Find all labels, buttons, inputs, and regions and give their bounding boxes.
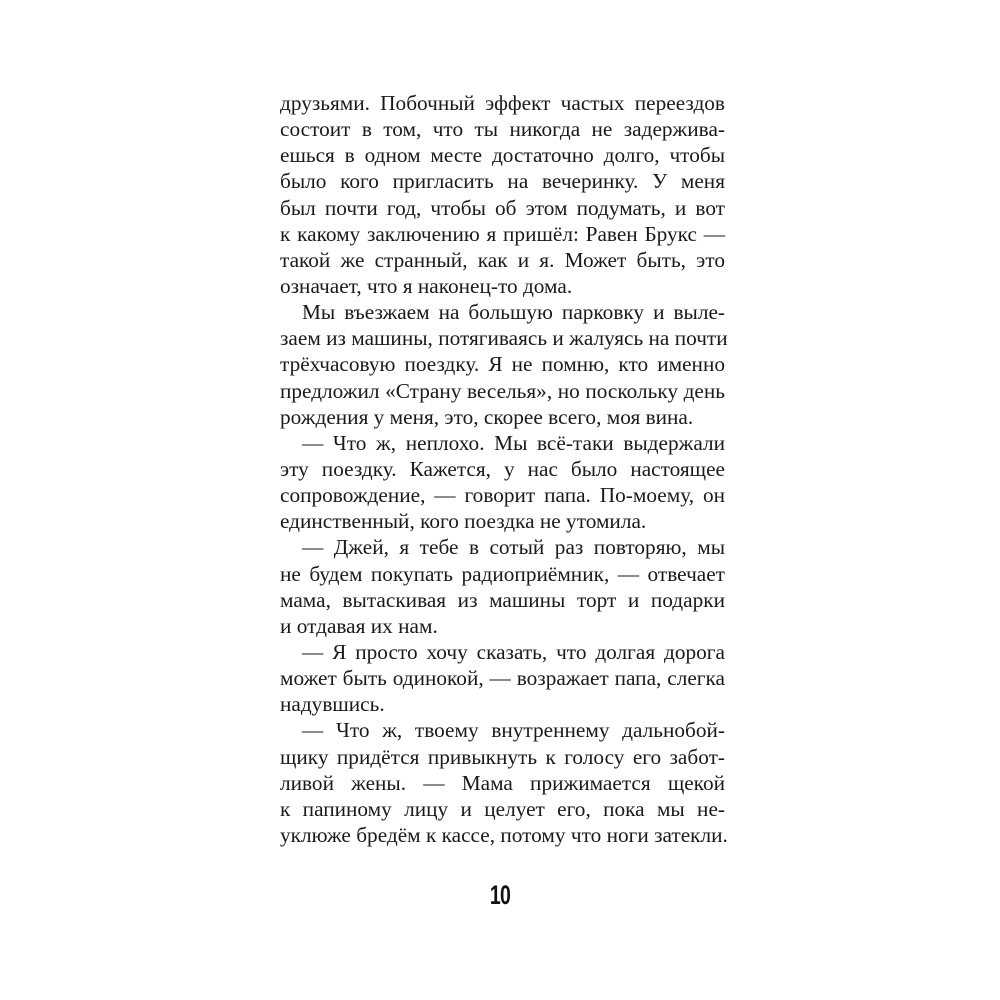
- text-line: состоит в том, что ты никогда не задержива-: [280, 117, 725, 142]
- paragraph: [280, 430, 725, 535]
- text-line: — Джей, я тебе в сотый раз повторяю, мы: [302, 535, 725, 560]
- text-line: единственный, кого поездка не утомила.: [280, 509, 647, 534]
- text-line: заем из машины, потягиваясь и жалуясь на почти: [280, 326, 728, 351]
- text-line: может быть одинокой, — возражает папа, слегка: [280, 666, 725, 691]
- text-line: к папиному лицу и целует его, пока мы не-: [280, 796, 725, 821]
- text-line: такой же странный, как и я. Может быть, это: [280, 247, 725, 272]
- text-line: надувшись.: [280, 692, 385, 717]
- text-line: означает, что я наконец-то дома.: [280, 273, 573, 298]
- paragraph: [280, 717, 728, 848]
- text-line: ливой жены. — Мама прижимается щекой: [280, 770, 725, 795]
- body-text: [280, 90, 728, 848]
- text-line: Мы въезжаем на большую парковку и выле-: [302, 300, 725, 325]
- text-line: к какому заключению я пришёл: Равен Брукс —: [280, 221, 725, 246]
- text-line: мама, вытаскивая из машины торт и подарки: [280, 587, 725, 612]
- text-line: было кого пригласить на вечеринку. У меня: [280, 169, 725, 194]
- text-line: уклюже бредём к кассе, потому что ноги затекли.: [280, 822, 728, 847]
- text-line: рождения у меня, это, скорее всего, моя вина.: [280, 404, 694, 429]
- text-line: предложил «Страну веселья», но поскольку день: [280, 378, 725, 403]
- paragraph: [280, 534, 725, 639]
- paragraph: [280, 299, 728, 430]
- text-line: друзьями. Побочный эффект частых переездов: [280, 91, 725, 115]
- text-line: не будем покупать радиоприёмник, — отвечает: [280, 561, 725, 586]
- text-line: — Я просто хочу сказать, что долгая дорога: [302, 639, 725, 664]
- text-line: и отдавая их нам.: [280, 613, 438, 638]
- text-line: был почти год, чтобы об этом подумать, и вот: [280, 195, 725, 220]
- paragraph: [280, 90, 725, 299]
- text-line: эту поездку. Кажется, у нас было настоящее: [280, 456, 725, 481]
- text-line: ешься в одном месте достаточно долго, чтобы: [280, 143, 725, 168]
- text-line: — Что ж, твоему внутреннему дальнобой-: [302, 718, 725, 743]
- text-line: щику придётся привыкнуть к голосу его забот-: [280, 744, 725, 769]
- text-line: трёхчасовую поездку. Я не помню, кто именно: [280, 352, 725, 377]
- page-number: 10: [489, 880, 511, 910]
- text-line: сопровождение, — говорит папа. По-моему, он: [280, 483, 725, 508]
- paragraph: [280, 639, 725, 717]
- text-line: — Что ж, неплохо. Мы всё-таки выдержали: [302, 430, 725, 455]
